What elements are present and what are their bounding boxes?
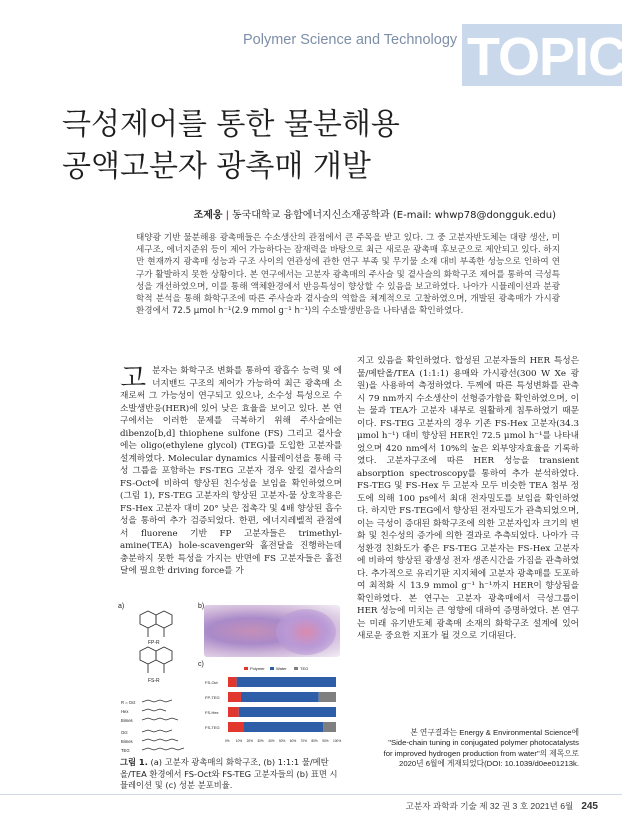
x-tick-label: 40% bbox=[268, 739, 275, 743]
legend-polymer: Polymer bbox=[250, 666, 265, 671]
row-label: FS-Hex bbox=[205, 710, 219, 715]
bar-fs-hex-polymer bbox=[228, 707, 239, 717]
caption-label: 그림 1. bbox=[120, 757, 148, 767]
panel-b-label: b) bbox=[198, 603, 205, 610]
title-line-2: 공액고분자 광촉매 개발 bbox=[62, 149, 371, 184]
x-tick-label: 60% bbox=[289, 739, 297, 743]
topic-banner bbox=[462, 24, 626, 87]
legend-swatch-teg bbox=[294, 667, 298, 670]
separator: | bbox=[225, 210, 229, 221]
legend-swatch-water bbox=[270, 667, 274, 670]
page-title bbox=[62, 104, 582, 188]
legend-teg: TEG bbox=[300, 666, 309, 671]
side-chain-label: Hex bbox=[121, 709, 129, 714]
footer bbox=[406, 800, 598, 812]
row-label: FS-TEG bbox=[205, 725, 220, 730]
author-email: (E-mail: whwp78@dongguk.edu) bbox=[392, 210, 556, 221]
bar-fs-hex-water bbox=[239, 707, 336, 717]
reference-line-3: for improved hydrogen production from water"의 제목으로 bbox=[383, 748, 579, 758]
x-tick-label: 0% bbox=[225, 739, 230, 743]
bar-fp-teg-teg bbox=[319, 692, 336, 702]
author-affiliation: 동국대학교 융합에너지신소재공학과 bbox=[231, 210, 390, 221]
reference-line-4: 2020년 6월에 게재되었다(DOI: 10.1039/d0ee01213k. bbox=[399, 759, 579, 769]
bar-fs-teg-water bbox=[243, 722, 323, 732]
body-text-right: 지고 있음을 확인하였다. 합성된 고분자들의 HER 특성은 물/메탄올/TEA (1:1:1) 용매와 가시광선(300 W Xe 광원)을 사용하여 측정하였다. 두께에 따른 특성변화를 관측 시 79 nm까지 수소생산이 선형증가함을 확인하였으며, 이는 물과 TEA가 고분자 내부로 원활하게 침투하였기 때문이다. FS-TEG 고분자의 경우 기존 FS-Hex 고분자(34.3 μmol h⁻¹) 대비 향상된 HER인 72.5 μmol h⁻¹를 나타내었으며 420 nm에서 10%의 높은 외부양자효율을 기록하였다. 고분자구조에 따른 HER 성능을 transient absorption spectroscopy를 통하여 추가 분석하였다. FS-TEG 및 FS-Hex 두 고분자 모두 비슷한 TEA 첨부 정도에 의해 100 ps에서 최대 전자밀도를 보임을 확인하였다. 하지만 FS-TEG에서 향상된 전자밀도가 관측되었으며, 이는 극성이 증대된 화학구조에 의한 고분자입자 크기의 변화 및 친수성의 증가에 의한 결과로 추측되었다. 나아가 극성환경 친화도가 좋은 FS-TEG 고분자는 FS-Hex 고분자에 비하여 향상된 광생성 전자 생존시간을 가짐을 관측하였다. 추가적으로 유리기판 지지체에 고분자 광촉매를 도포하여 최적화 시 13.9 mmol g⁻¹ h⁻¹까지 HER이 향상됨을 확인하였다. 본 연구는 고분자 광촉매에서 극성그룹이 HER 성능에 미치는 큰 영향에 대하여 증명하였다. 본 연구는 미래 유기반도체 광촉매 소재의 화학구조 설계에 있어 새로운 중요한 지표가 될 것으로 기대된다. bbox=[357, 356, 579, 641]
side-chain-label: Oct bbox=[121, 730, 128, 735]
x-tick-label: 90% bbox=[322, 739, 329, 743]
figure-caption bbox=[120, 757, 342, 792]
fs-label: FS-R bbox=[148, 678, 160, 684]
x-tick-label: 30% bbox=[257, 739, 264, 743]
side-chain-structures bbox=[120, 697, 198, 755]
author-name: 조제웅 bbox=[193, 210, 223, 221]
abstract: 태양광 기반 물분해용 광촉매들은 수소생산의 관점에서 큰 주목을 받고 있다. 그 중 고분자반도체는 대량 생산, 미세구조, 에너지준위 등이 제어 가능하다는 잠재력을 바탕으로 최근 새로운 광촉매 후보군으로 제안되고 있다. 하지만 현재까지 광촉매 성능과 구조 사이의 연관성에 관한 연구 부족 및 무기물 소재 대비 부족한 성능으로 인하여 연구가 활발하지 못한 상황이다. 본 연구에서는 고분자 광촉매의 주사슬 및 곁사슬의 화학구조 제어를 통하여 극성특성을 개선하였으며, 이를 통해 액체환경에서 반응특성이 향상할 수 있음을 보고하였다. 나아가 시뮬레이션과 분광학적 분석을 통해 화학구조에 따른 주사슬과 곁사슬의 역할을 체계적으로 고찰하였으며, 개발된 광촉매가 가시광 환경에서 72.5 μmol h⁻¹(2.9 mmol g⁻¹ h⁻¹)의 수소발생반응을 나타냄을 확인하였다. bbox=[136, 233, 560, 317]
x-tick-label: 100% bbox=[333, 739, 342, 743]
footer-journal-info: 고분자 과학과 기술 제 32 권 3 호 2021년 6월 bbox=[405, 801, 574, 811]
panel-a-label: a) bbox=[118, 603, 125, 610]
body-column-left bbox=[120, 365, 342, 578]
x-tick-label: 70% bbox=[300, 739, 307, 743]
dropcap: 고 bbox=[120, 363, 147, 394]
reference-line-1: 본 연구결과는 Energy & Environmental Science에 bbox=[410, 728, 579, 737]
body-text-left: 분자는 화학구조 변화를 통하여 광흡수 능력 및 에너지밴드 구조의 제어가 가능하여 최근 광촉매 소재로써 그 가능성이 연구되고 있으나, 소수성 특성으로 수소발생반응(HER)에 있어 낮은 효율을 보이고 있다. 본 연구에서는 이러한 문제를 극복하기 위해 주사슬에는 dibenzo[b,d] thiophene sulfone (FS) 그리고 곁사슬에는 oligo(ethylene glycol) (TEG)를 도입한 고분자를 설계하였다. Molecular dynamics 시뮬레이션을 통해 극성 그룹을 포함하는 FS-TEG 고분자 경우 알킬 곁사슬의 FS-Oct에 비하여 향상된 친수성을 보임을 확인하였으며(그림 1), FS-TEG 고분자의 향상된 고분자-물 상호작용은 FS-Hex 고분자 대비 20° 낮은 접촉각 및 4배 향상된 흡수성을 통하여 추가 검증되었다. 한편, 에너지레벨적 관점에서 fluorene 기반 FP 고분자들은 trimethyl-amine(TEA) hole-scavenger와 홀전달을 진행하는데 충분하지 못한 특성을 가지는 반면에 FS 고분자들은 홀전달에 필요한 driving force를 가 bbox=[120, 366, 342, 576]
bar-fs-teg-teg bbox=[323, 722, 336, 732]
panel-c-label: c) bbox=[198, 661, 204, 668]
surface-simulation-image-2 bbox=[276, 609, 336, 655]
reference-note bbox=[357, 728, 579, 770]
bar-fp-teg-polymer bbox=[228, 692, 241, 702]
chemical-structure-image bbox=[126, 607, 184, 695]
x-tick-label: 20% bbox=[246, 739, 253, 743]
reference-line-2: "Side-chain tuning in conjugated polymer photocatalysts bbox=[388, 738, 579, 748]
journal-name: Polymer Science and Technology bbox=[243, 32, 458, 48]
x-tick-label: 80% bbox=[311, 739, 318, 743]
fp-label: FP-R bbox=[148, 640, 160, 646]
footer-divider bbox=[0, 794, 622, 795]
header-band bbox=[0, 0, 626, 90]
row-label: FP-TEG bbox=[205, 695, 220, 700]
legend-water: Water bbox=[276, 666, 287, 671]
bar-fs-oct-water bbox=[237, 677, 336, 687]
side-chain-label: R = Oct bbox=[121, 700, 136, 705]
side-chain-label: Bimes bbox=[121, 718, 133, 723]
side-chain-label: Bimes bbox=[121, 739, 133, 744]
topic-label: TOPIC bbox=[467, 27, 626, 87]
x-tick-label: 10% bbox=[235, 739, 243, 743]
title-line-1: 극성제어를 통한 물분해용 bbox=[62, 107, 400, 142]
composition-chart bbox=[204, 665, 340, 755]
x-tick-label: 50% bbox=[279, 739, 286, 743]
side-chain-label: TEG bbox=[121, 748, 130, 753]
body-column-right bbox=[357, 355, 579, 643]
bar-fs-oct-polymer bbox=[228, 677, 237, 687]
row-label: FS-Oct bbox=[205, 680, 218, 685]
author-line bbox=[194, 206, 556, 221]
page-number: 245 bbox=[581, 801, 598, 812]
bar-fp-teg-water bbox=[241, 692, 319, 702]
caption-text: (a) 고분자 광촉매의 화학구조, (b) 1:1:1 물/메탄올/TEA 환경에서 FS-Oct와 FS-TEG 고분자들의 (b) 표면 시뮬레이션 및 (c) 성분 분포비율. bbox=[120, 757, 338, 790]
figure-1 bbox=[118, 603, 340, 756]
bar-fs-teg-polymer bbox=[228, 722, 243, 732]
legend-swatch-polymer bbox=[244, 667, 248, 670]
